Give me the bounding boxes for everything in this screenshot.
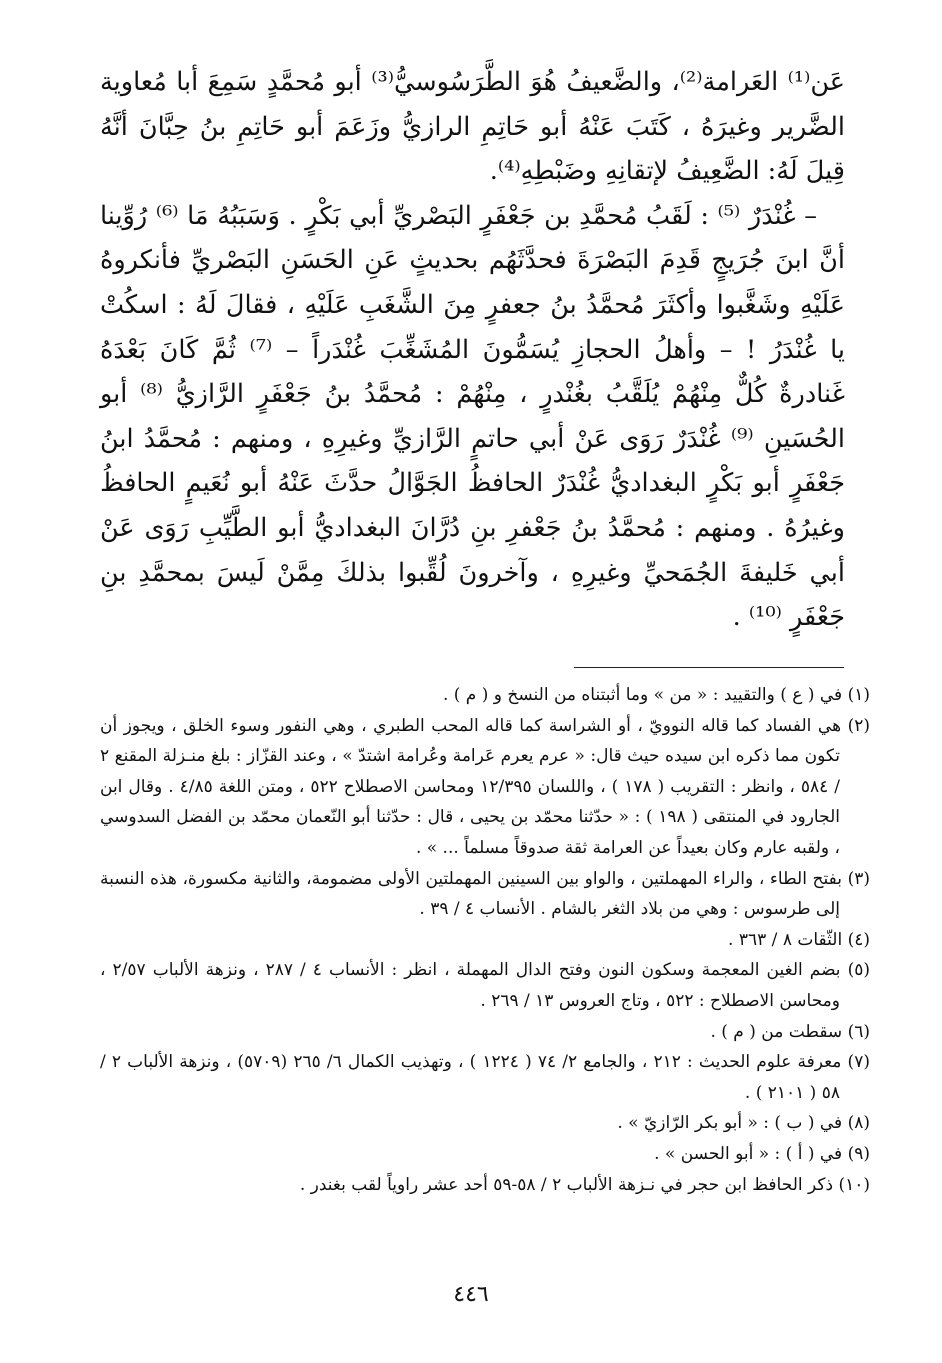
page-number: ٤٤٦ — [453, 1282, 489, 1307]
footnote-10: (١٠) ذكر الحافظ ابن حجر في نـزهة الألباب ٢ / ٥٨-٥٩ أحد عشر راوياً لقب بغندر . — [299, 1174, 870, 1195]
main-body-text — [100, 60, 845, 640]
footnote-4: (٤) الثّقات ٨ / ٣٦٣ . — [728, 929, 870, 950]
footnote-2: (٢) هي الفساد كما قاله النوويّ ، أو الشراسة كما قاله المحب الطبري ، وهي النفور وسوء الخلق ، ويجوز أن تكون مما ذكره ابن سيده حيث قال: « عرم يعرم عَرامة وعُرامة اشتدّ » ، وعند القزّاز : بلغ منـزلة المقنع ٢ / ٥٨٤ ، وانظر : التقريب ( ١٧٨ ) ، واللسان ١٢/٣٩٥ ومحاسن الاصطلاح ٥٢٢ ، ومتن اللغة ٤/٨٥ . وقال ابن الجارود في المنتقى ( ١٩٨ ) : « حدّثنا محمّد بن يحيى ، قال : حدّثنا أبو النّعمان محمّد بن الفضل السدوسي ، ولقبه عارم وكان بعيداً عن العرامة ثقة صدوقاً مسلماً ... » . — [100, 715, 870, 858]
footnotes-section — [100, 680, 870, 1200]
footnote-6: (٦) سقطت من ( م ) . — [710, 1021, 870, 1042]
main-paragraph: – غُنْدَرٌ ⁽⁵⁾ : لَقَبُ مُحمَّدِ بن جَعْفَرٍ البَصْريِّ أبي بَكْرٍ . وَسَبَبُهُ مَا ⁽⁶⁾ رُوِّينا أنَّ ابنَ جُرَيجٍ قَدِمَ البَصْرَةَ فحدَّثَهُم بحديثٍ عَنِ الحَسَنِ البَصْريِّ فأنكروهُ عَلَيْهِ وشَغَّبوا وأكثَرَ مُحمَّدُ بنُ جعفرٍ مِنَ الشَّغَبِ عَلَيْهِ ، فقالَ لَهُ : اسكُتْ يا غُنْدَرُ ! – وأهلُ الحجازِ يُسَمُّونَ المُشَغِّبَ غُنْدَراً – ⁽⁷⁾ ثُمَّ كَانَ بَعْدَهُ غَنادرةٌ كُلٌّ مِنْهُمْ يُلَقَّبُ بغُنْدرٍ ، مِنْهُمْ : مُحمَّدُ بنُ جَعْفَرٍ الرَّازيُّ ⁽⁸⁾ أبو الحُسَينِ ⁽⁹⁾ غُنْدَرٌ رَوَى عَنْ أبي حاتمٍ الرَّازيِّ وغيرِهِ ، ومنهم : مُحمَّدُ ابنُ جَعْفَرٍ أبو بَكْرٍ البغداديُّ غُنْدَرٌ الحافظُ الجَوَّالُ حدَّثَ عَنْهُ أبو نُعَيمٍ الحافظُ وغيرُهُ . ومنهم : مُحمَّدُ بنُ جَعْفرِ بنِ دُرَّانَ البغداديُّ أبو الطَّيِّبِ رَوَى عَنْ أبي خَليفةَ الجُمَحيِّ وغيرِهِ ، وآخرونَ لُقِّبوا بذلكَ مِمَّنْ لَيسَ بمحمَّدِ بنِ جَعْفَرٍ ⁽¹⁰⁾ . — [100, 200, 845, 633]
footnote-1: (١) في ( ع ) والتقييد : « من » وما أثبتناه من النسخ و ( م ) . — [442, 685, 870, 705]
footnote-9: (٩) في ( أ ) : « أبو الحسن » . — [654, 1143, 870, 1164]
main-paragraph: عَن⁽¹⁾ العَرامة⁽²⁾، والضَّعيفُ هُوَ الطَّرَسُوسيُّ⁽³⁾ أبو مُحمَّدٍ سَمِعَ أبا مُعاوية الضَّرير وغيرَهُ ، كَتَبَ عَنْهُ أبو حَاتِمِ الرازيُّ وزَعَمَ أبو حَاتِمِ بنُ حِبَّانَ أنَّهُ قِيلَ لَهُ: الضَّعِيفُ لإتقانِهِ وضَبْطِهِ⁽⁴⁾. — [100, 67, 845, 187]
footnote-3: (٣) بفتح الطاء ، والراء المهملتين ، والواو بين السينين المهملتين الأولى مضمومة، والثانية مكسورة، هذه النسبة إلى طرسوس : وهي من بلاد الثغر بالشام . الأنساب ٤ / ٣٩ . — [100, 868, 870, 920]
footnote-separator — [574, 667, 844, 668]
footnote-5: (٥) بضم الغين المعجمة وسكون النون وفتح الدال المهملة ، انظر : الأنساب ٤ / ٢٨٧ ، ونزهة الألباب ٢/٥٧ ، ومحاسن الاصطلاح : ٥٢٢ ، وتاج العروس ١٣ / ٢٦٩ . — [100, 960, 870, 1011]
footnote-7: (٧) معرفة علوم الحديث : ٢١٢ ، والجامع ٢/ ٧٤ ( ١٢٢٤ ) ، وتهذيب الكمال ٦/ ٢٦٥ (٥٧٠٩) ، ونزهة الألباب ٢ / ٥٨ ( ٢١٠١ ) . — [100, 1052, 870, 1103]
footnote-8: (٨) في ( ب ) : « أبو بكر الرّازيّ » . — [617, 1113, 870, 1134]
